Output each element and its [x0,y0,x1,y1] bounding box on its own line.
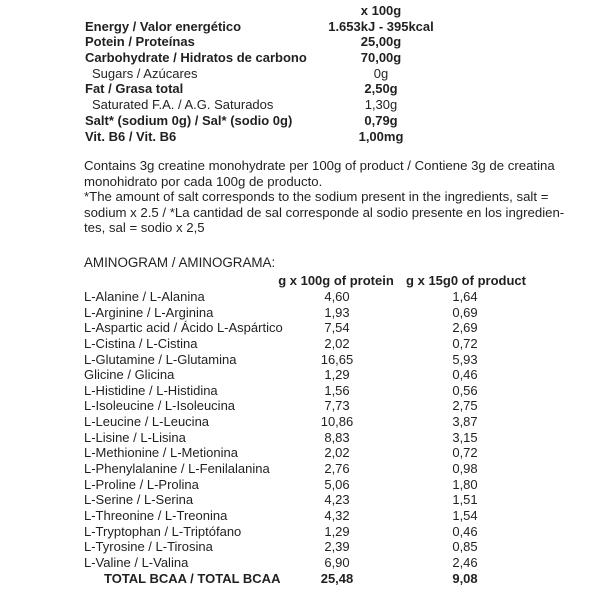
amino-acid-name: L-Glutamine / L-Glutamina [84,351,237,367]
total-bcaa-per-100g-protein-value: 25,48 [320,570,354,586]
table-row [0,97,600,113]
table-row [0,336,600,352]
amino-acid-name: L-Histidine / L-Histidina [84,382,218,398]
nutrient-value: 0,79g [364,112,398,128]
amino-acid-name: L-Leucine / L-Leucina [84,414,210,430]
amino-per-100g-protein-value: 4,32 [324,507,350,523]
nutrition-table-body [0,19,600,145]
amino-acid-name: L-Tyrosine / L-Tirosina [84,539,213,555]
amino-per-15g-product-value: 0,98 [452,461,478,477]
amino-per-15g-product-value: 2,69 [452,320,478,336]
amino-acid-name: L-Threonine / L-Treonina [84,507,228,523]
amino-per-100g-protein-value: 5,06 [324,476,350,492]
total-bcaa-per-15g-product-value: 9,08 [452,570,478,586]
amino-acid-name: L-Tryptophan / L-Triptófano [84,523,242,539]
amino-per-15g-product-value: 0,69 [452,304,478,320]
amino-per-100g-protein-value: 7,54 [324,320,350,336]
aminogram-col1-header: g x 100g of protein [278,273,394,288]
nutrient-value: 70,00g [360,50,402,66]
table-row [0,492,600,508]
amino-acid-name: Glicine / Glicina [84,367,175,383]
amino-per-15g-product-value: 2,46 [452,554,478,570]
table-row [0,539,600,555]
nutrition-table [0,3,600,144]
table-row [0,320,600,336]
amino-per-15g-product-value: 0,46 [452,367,478,383]
table-row [0,66,600,82]
table-row [0,524,600,540]
table-row [0,414,600,430]
amino-per-100g-protein-value: 2,02 [324,445,350,461]
nutrient-value: 25,00g [360,34,402,50]
nutrient-label: Potein / Proteínas [85,34,195,50]
amino-per-15g-product-value: 0,56 [452,382,478,398]
amino-acid-name: L-Serine / L-Serina [84,492,194,508]
table-row [0,50,600,66]
nutrient-label: Fat / Grasa total [85,81,184,97]
amino-acid-name: L-Cistina / L-Cistina [84,335,198,351]
amino-per-100g-protein-value: 4,60 [324,289,350,304]
amino-per-100g-protein-value: 16,65 [320,351,354,367]
amino-per-15g-product-value: 1,54 [452,507,478,523]
amino-acid-name: L-Valine / L-Valina [84,554,189,570]
nutrient-value: 1,30g [364,97,398,113]
amino-per-15g-product-value: 3,87 [452,414,478,430]
amino-per-15g-product-value: 0,46 [452,523,478,539]
amino-per-100g-protein-value: 2,02 [324,335,350,351]
aminogram-header-row [0,273,600,288]
amino-acid-name: L-Methionine / L-Metionina [84,445,238,461]
amino-per-100g-protein-value: 8,83 [324,429,350,445]
amino-per-15g-product-value: 5,93 [452,351,478,367]
amino-per-15g-product-value: 0,72 [452,335,478,351]
nutrient-label: Saturated F.A. / A.G. Saturados [92,97,274,113]
amino-acid-name: L-Proline / L-Prolina [84,476,199,492]
column-header-per-100g: x 100g [360,3,402,18]
amino-per-15g-product-value: 3,15 [452,429,478,445]
amino-per-100g-protein-value: 6,90 [324,554,350,570]
table-row [0,367,600,383]
amino-per-15g-product-value: 0,85 [452,539,478,555]
nutrition-table-header-row [0,3,600,19]
amino-acid-name: L-Aspartic acid / Ácido L-Aspártico [84,320,283,336]
table-row [0,477,600,493]
aminogram-col2-header: g x 15g0 of product [406,273,526,288]
note-line: tes, sal = sodio x 2,5 [84,220,205,236]
amino-per-100g-protein-value: 4,23 [324,492,350,508]
table-row [0,289,600,305]
amino-per-100g-protein-value: 2,76 [324,461,350,477]
aminogram-title: AMINOGRAM / AMINOGRAMA: [84,255,276,270]
table-row [0,383,600,399]
amino-acid-name: L-Arginine / L-Arginina [84,304,214,320]
table-row [0,129,600,145]
table-row [0,445,600,461]
table-row [0,461,600,477]
note-line: Contains 3g creatine monohydrate per 100g of product / Contiene 3g de creatina [84,158,555,173]
table-row [0,508,600,524]
table-row [0,305,600,321]
table-row [0,555,600,571]
note-line: *The amount of salt corresponds to the sodium present in the ingredients, salt = [84,189,549,205]
amino-acid-name: L-Phenylalanine / L-Fenilalanina [84,461,270,477]
nutrient-label: Carbohydrate / Hidratos de carbono [85,50,307,66]
amino-per-15g-product-value: 1,80 [452,476,478,492]
nutrient-label: Energy / Valor energético [85,18,242,34]
amino-per-15g-product-value: 0,72 [452,445,478,461]
table-row [0,81,600,97]
aminogram-total-row [0,571,600,587]
amino-per-15g-product-value: 1,51 [452,492,478,508]
total-bcaa-label: TOTAL BCAA / TOTAL BCAA [104,570,281,586]
table-row [0,430,600,446]
nutrient-value: 2,50g [364,81,398,97]
note-line: monohidrato por cada 100g de producto. [84,173,323,189]
amino-per-100g-protein-value: 1,56 [324,382,350,398]
amino-per-100g-protein-value: 10,86 [320,414,354,430]
nutrient-label: Salt* (sodium 0g) / Sal* (sodio 0g) [85,112,293,128]
amino-acid-name: L-Isoleucine / L-Isoleucina [84,398,236,414]
note-line: sodium x 2.5 / *La cantidad de sal corresponde al sodio presente en los ingredien- [84,204,565,220]
table-row [0,34,600,50]
table-row [0,398,600,414]
table-row [0,352,600,368]
aminogram-table [0,289,600,586]
amino-per-100g-protein-value: 1,93 [324,304,350,320]
amino-acid-name: L-Lisine / L-Lisina [84,429,186,445]
amino-per-15g-product-value: 1,64 [452,289,478,304]
amino-per-100g-protein-value: 1,29 [324,523,350,539]
amino-acid-name: L-Alanine / L-Alanina [84,289,205,304]
table-row [0,19,600,35]
amino-per-100g-protein-value: 2,39 [324,539,350,555]
nutrient-label: Vit. B6 / Vit. B6 [85,128,177,144]
amino-per-100g-protein-value: 7,73 [324,398,350,414]
nutrient-value: 0g [373,65,389,81]
nutrient-value: 1,00mg [358,128,404,144]
table-row [0,113,600,129]
notes-paragraphs [84,158,565,236]
nutrient-label: Sugars / Azúcares [92,65,198,81]
amino-per-100g-protein-value: 1,29 [324,367,350,383]
amino-per-15g-product-value: 2,75 [452,398,478,414]
nutrient-value: 1.653kJ - 395kcal [328,18,434,34]
